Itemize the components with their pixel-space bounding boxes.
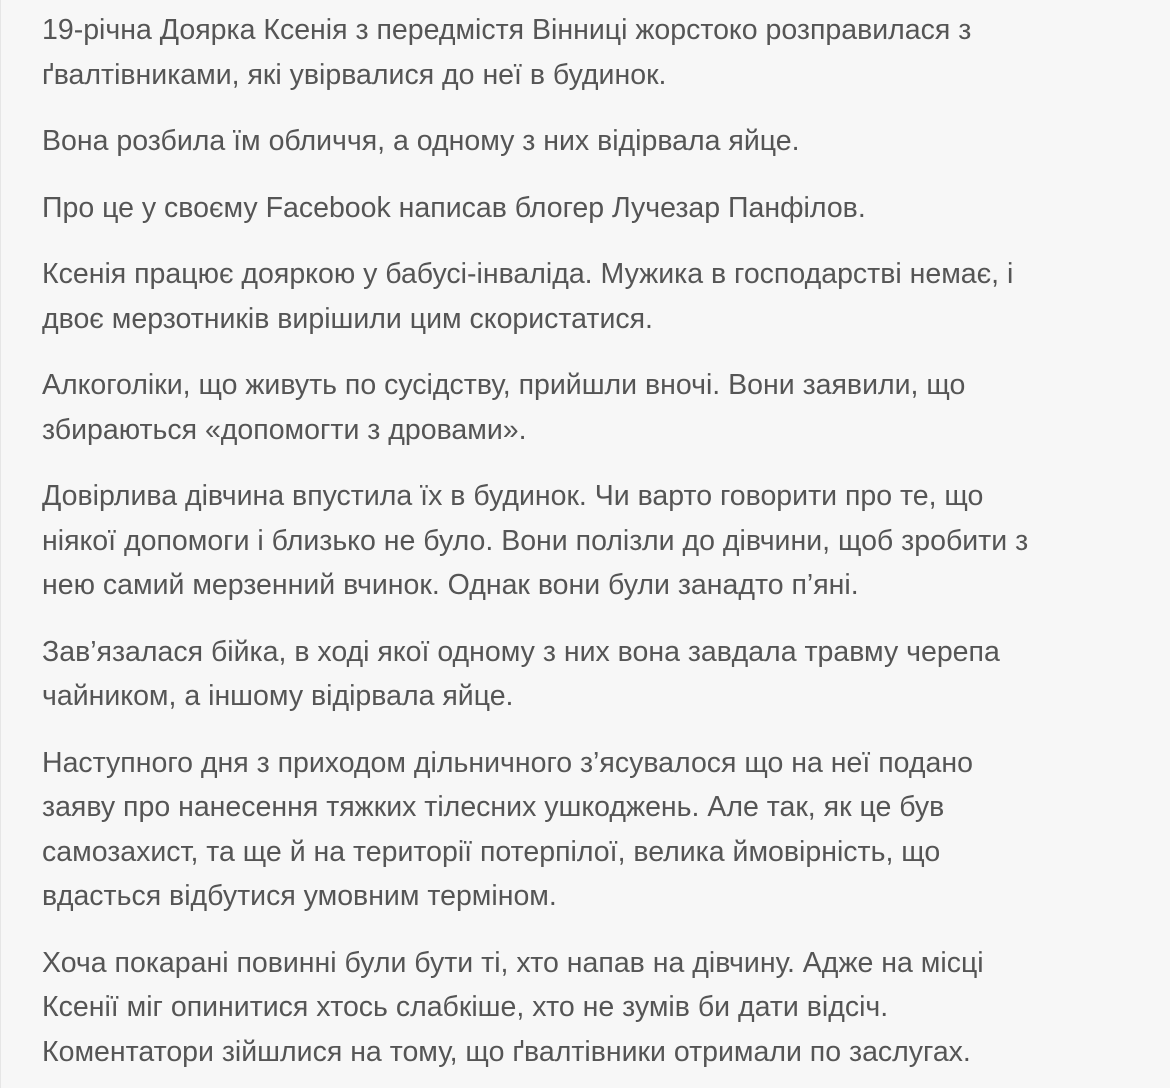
paragraph-line: Коментатори зійшлися на тому, що ґвалтівники отримали по заслугах. <box>42 1035 971 1068</box>
paragraph-source <box>42 186 1168 231</box>
article-body <box>42 8 1168 1088</box>
paragraph-line: Ксенії міг опинитися хтось слабкіше, хто не зумів би дати відсіч. <box>42 991 889 1023</box>
paragraph-arrival <box>42 363 1168 452</box>
paragraph-intro <box>42 8 1168 97</box>
paragraph-line: Про це у своєму Facebook написав блогер Лучезар Панфілов. <box>42 191 866 224</box>
paragraph-line: Довірлива дівчина впустила їх в будинок. Чи варто говорити про те, що <box>42 480 984 512</box>
paragraph-conclusion <box>42 941 1168 1075</box>
paragraph-line: Алкоголіки, що живуть по сусідству, прийшли вночі. Вони заявили, що <box>42 369 966 401</box>
paragraph-line: Вона розбила їм обличчя, а одному з них відірвала яйце. <box>42 125 800 157</box>
paragraph-line: ніякої допомоги і близько не було. Вони полізли до дівчини, щоб зробити з <box>42 524 1029 557</box>
paragraph-line: ґвалтівниками, які увірвалися до неї в будинок. <box>42 58 667 91</box>
paragraph-line: вдасться відбутися умовним терміном. <box>42 880 557 912</box>
paragraph-injury <box>42 119 1168 164</box>
paragraph-line: двоє мерзотників вирішили цим скористатися. <box>42 302 653 335</box>
paragraph-line: Зав’язалася бійка, в ході якої одному з них вона завдала травму черепа <box>42 635 1000 668</box>
paragraph-attack <box>42 474 1168 608</box>
paragraph-line: збираються «допомогти з дровами». <box>42 413 527 446</box>
paragraph-line: Наступного дня з приходом дільничного з’ясувалося що на неї подано <box>42 746 973 779</box>
paragraph-line: Ксенія працює дояркою у бабусі-інваліда. Мужика в господарстві немає, і <box>42 258 1014 290</box>
paragraph-investigation <box>42 741 1168 919</box>
paragraph-line: 19-річна Доярка Ксенія з передмістя Вінниці жорстоко розправилася з <box>42 14 972 46</box>
paragraph-line: самозахист, та ще й на території потерпілої, велика ймовірність, що <box>42 835 941 868</box>
paragraph-line: Хоча покарані повинні були бути ті, хто напав на дівчину. Адже на місці <box>42 946 984 979</box>
paragraph-background <box>42 252 1168 341</box>
paragraph-line: нею самий мерзенний вчинок. Однак вони були занадто п’яні. <box>42 569 859 601</box>
paragraph-fight <box>42 630 1168 719</box>
paragraph-line: чайником, а іншому відірвала яйце. <box>42 680 514 712</box>
paragraph-line: заяву про нанесення тяжких тілесних ушкоджень. Але так, як це був <box>42 791 945 823</box>
